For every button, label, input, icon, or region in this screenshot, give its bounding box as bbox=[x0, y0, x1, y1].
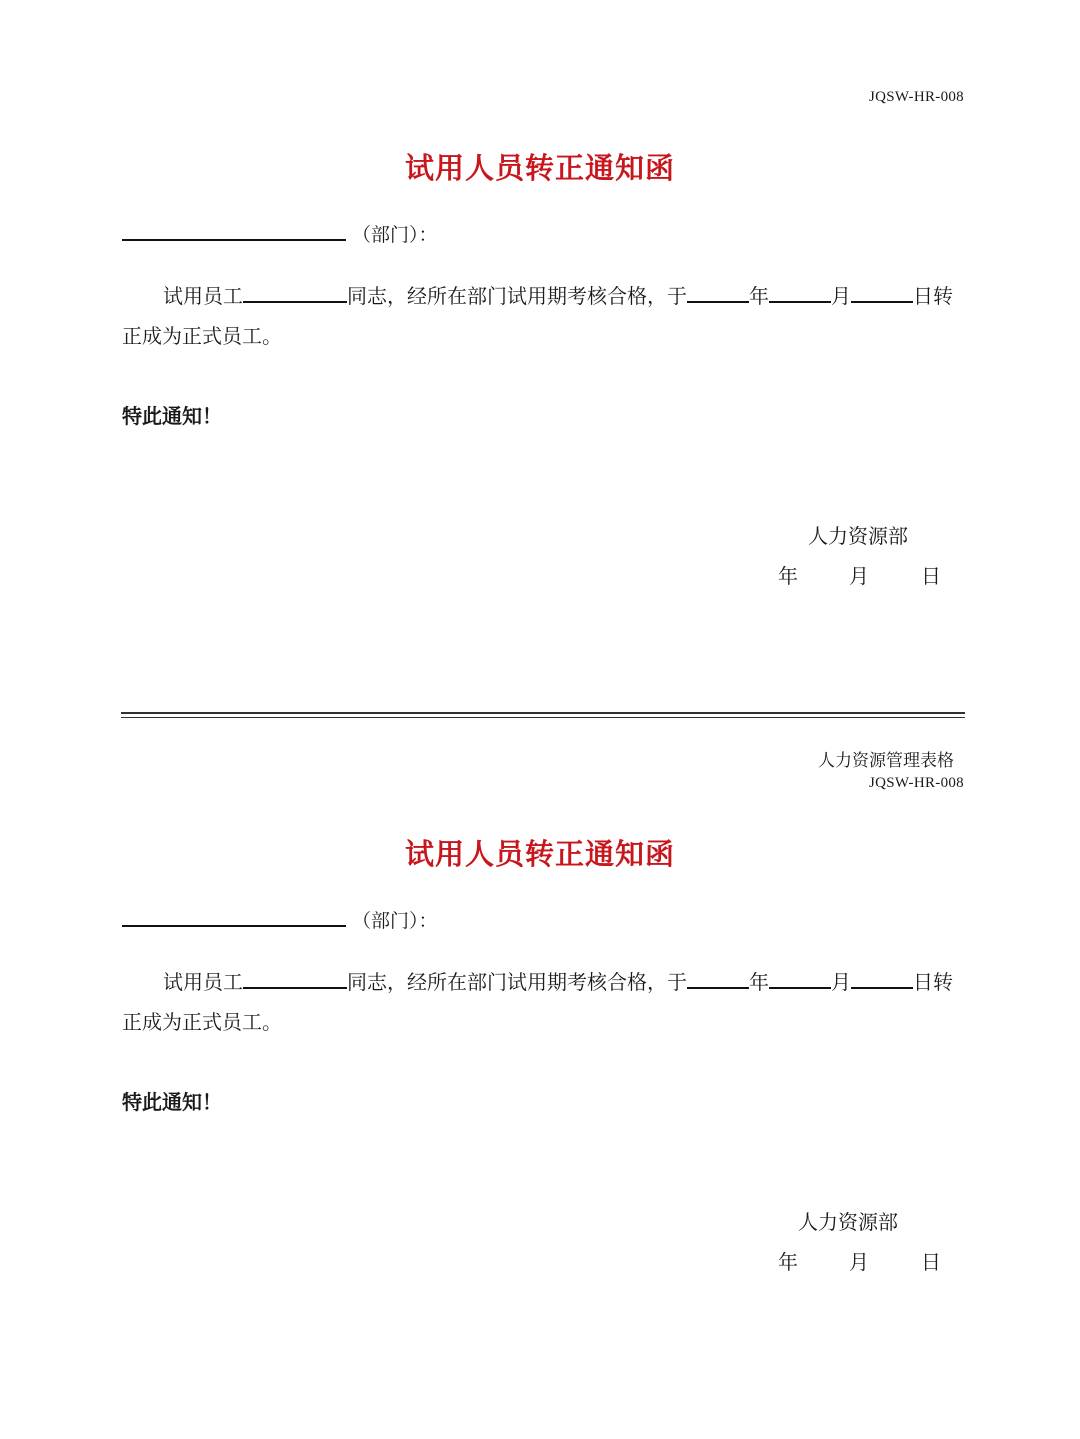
form-code: JQSW-HR-008 bbox=[869, 775, 964, 791]
signature-day: 日 bbox=[921, 564, 941, 588]
body-text-part2: 同志，经所在部门试用期考核合格，于 bbox=[347, 970, 687, 994]
body-text-line-2: 正成为正式员工。 bbox=[122, 324, 282, 348]
form-title: 试用人员转正通知函 bbox=[404, 837, 675, 871]
department-label: （部门）： bbox=[352, 910, 438, 932]
employee-name-blank[interactable] bbox=[243, 283, 347, 303]
month-blank[interactable] bbox=[769, 283, 831, 303]
day-blank[interactable] bbox=[851, 283, 913, 303]
signature-year: 年 bbox=[778, 1250, 798, 1274]
body-text-part2: 同志，经所在部门试用期考核合格，于 bbox=[347, 284, 687, 308]
body-text-day-tail: 日转 bbox=[913, 284, 953, 308]
body-text-year: 年 bbox=[749, 284, 769, 308]
page-divider bbox=[121, 712, 965, 718]
body-text-part1: 试用员工 bbox=[163, 284, 243, 308]
body-text-line-2: 正成为正式员工。 bbox=[122, 1010, 282, 1034]
form-code: JQSW-HR-008 bbox=[869, 89, 964, 105]
notice-text: 特此通知！ bbox=[122, 404, 222, 428]
body-text-part1: 试用员工 bbox=[163, 970, 243, 994]
department-label: （部门）： bbox=[352, 224, 438, 246]
signature-department: 人力资源部 bbox=[808, 524, 908, 548]
form-title: 试用人员转正通知函 bbox=[404, 151, 675, 185]
body-text-year: 年 bbox=[749, 970, 769, 994]
body-text-day-tail: 日转 bbox=[913, 970, 953, 994]
body-text-month: 月 bbox=[831, 970, 851, 994]
signature-month: 月 bbox=[849, 564, 869, 588]
employee-name-blank[interactable] bbox=[243, 969, 347, 989]
body-text-month: 月 bbox=[831, 284, 851, 308]
signature-day: 日 bbox=[921, 1250, 941, 1274]
month-blank[interactable] bbox=[769, 969, 831, 989]
form-category: 人力资源管理表格 bbox=[818, 751, 954, 771]
notice-text: 特此通知！ bbox=[122, 1090, 222, 1114]
day-blank[interactable] bbox=[851, 969, 913, 989]
year-blank[interactable] bbox=[687, 969, 749, 989]
body-text-line-1 bbox=[163, 280, 953, 309]
department-blank[interactable] bbox=[122, 925, 346, 927]
signature-month: 月 bbox=[849, 1250, 869, 1274]
department-blank[interactable] bbox=[122, 239, 346, 241]
year-blank[interactable] bbox=[687, 283, 749, 303]
signature-department: 人力资源部 bbox=[798, 1210, 898, 1234]
signature-year: 年 bbox=[778, 564, 798, 588]
body-text-line-1 bbox=[163, 966, 953, 995]
